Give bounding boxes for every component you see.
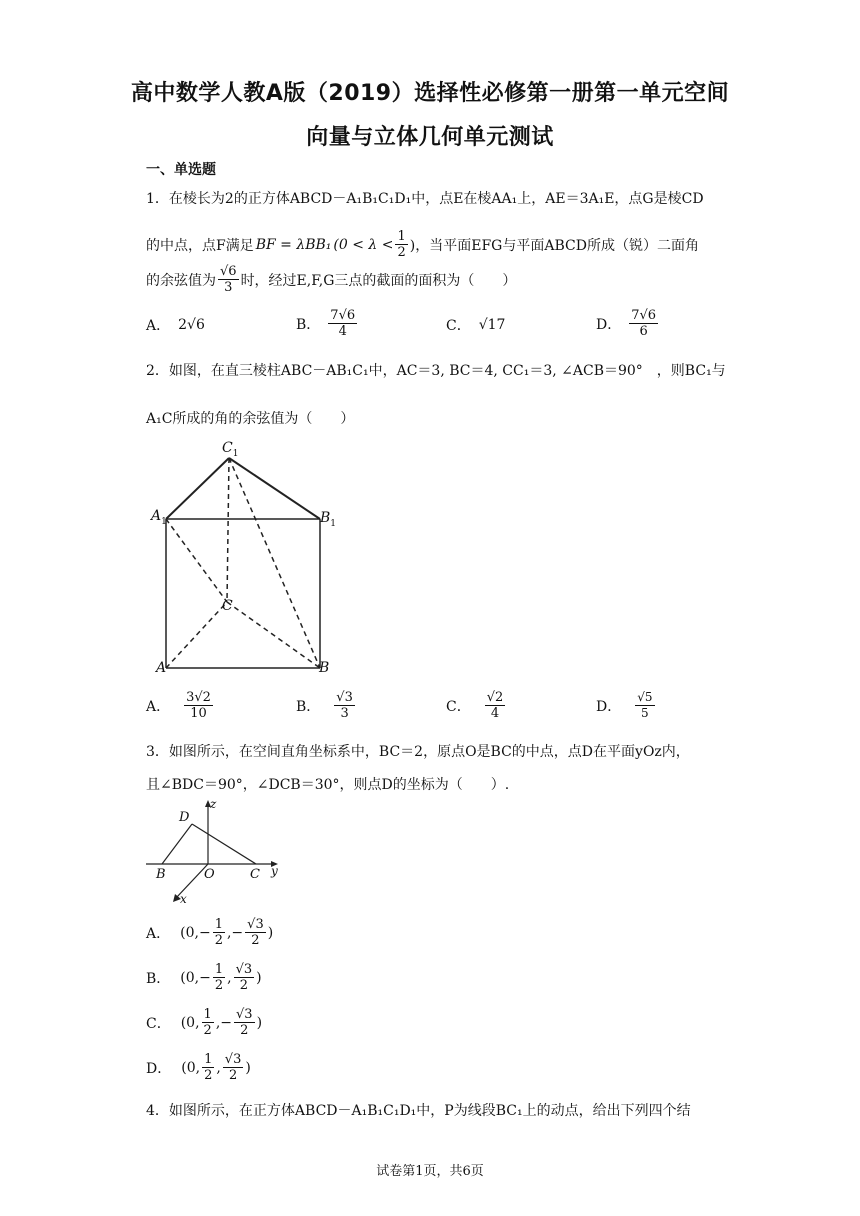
label-b-axis: B	[156, 867, 166, 882]
q3-option-b[interactable]	[146, 962, 262, 993]
q1-option-b[interactable]	[296, 308, 359, 339]
edge-a-c	[166, 602, 227, 668]
q3-option-c-mid: ,−	[215, 1014, 233, 1031]
label-a1-sub: 1	[161, 516, 167, 527]
label-a1-letter: A	[151, 508, 162, 524]
q2-option-c-fraction	[485, 690, 506, 721]
q3-option-b-frac2	[234, 962, 255, 993]
q3-option-b-frac1	[213, 962, 225, 993]
edge-c1-b1	[229, 458, 320, 519]
label-d: D	[179, 810, 190, 825]
q3-option-d-post: )	[245, 1059, 251, 1076]
q2-option-c-den: 4	[490, 706, 500, 721]
q2-option-d-fraction	[635, 690, 654, 721]
q1-line-3	[146, 264, 516, 295]
q1-option-b-den: 4	[338, 324, 347, 339]
q2-option-c[interactable]	[446, 690, 507, 721]
label-b1-sub: 1	[330, 518, 337, 529]
q1-option-b-num: 7√6	[330, 308, 356, 323]
q3-option-c-label: C．	[146, 1015, 171, 1032]
q3-option-b-pre: (0,−	[180, 969, 211, 986]
label-c1-sub: 1	[232, 448, 239, 459]
q2-option-a-den: 10	[190, 706, 207, 721]
q2-line-2: A₁C所成的角的余弦值为（ ）	[146, 411, 355, 427]
q1-option-d-label: D．	[596, 316, 622, 333]
q3-option-a-frac2	[245, 917, 266, 948]
q3-option-d-n2: √3	[224, 1052, 242, 1067]
q3-option-c[interactable]	[146, 1007, 262, 1038]
label-a1	[151, 508, 167, 527]
q3-option-c-d1: 2	[203, 1023, 212, 1038]
q2-option-b-fraction	[334, 690, 355, 721]
q3-option-b-d1: 2	[214, 978, 224, 993]
q3-option-d-label: D．	[146, 1060, 172, 1077]
page-footer: 试卷第1页，共6页	[376, 1164, 484, 1179]
q3-option-a-mid: ,−	[226, 924, 244, 941]
q2-option-b-label: B．	[296, 698, 321, 715]
q2-option-b-num: √3	[336, 690, 353, 705]
q3-option-b-post: )	[256, 969, 262, 986]
section-heading: 一、单选题	[146, 162, 216, 178]
q2-option-c-label: C．	[446, 698, 471, 715]
q3-line-2: 且∠BDC＝90°，∠DCB＝30°，则点D的坐标为（ ）.	[146, 777, 510, 793]
label-c1-letter: C	[222, 440, 233, 456]
q1-vector-expr: BF = λBB₁	[255, 236, 332, 253]
title-line-1: 高中数学人教A版（2019）选择性必修第一册第一单元空间	[130, 81, 730, 106]
q3-option-a-d2: 2	[251, 933, 260, 948]
q3-option-a-n2: √3	[247, 917, 264, 932]
q2-option-c-num: √2	[486, 690, 504, 705]
q2-option-d[interactable]	[596, 690, 657, 721]
q3-option-b-label: B．	[146, 970, 171, 987]
q1-line-3b: 时，经过E,F,G三点的截面的面积为（ ）	[240, 272, 517, 289]
q1-cos-num: √6	[220, 264, 237, 279]
segment-dc	[192, 824, 256, 864]
label-o: O	[204, 867, 215, 882]
q1-option-a[interactable]	[146, 315, 205, 335]
q1-option-b-fraction	[328, 308, 357, 339]
q1-line-3a: 的余弦值为	[146, 272, 216, 289]
label-b1-letter: B	[320, 510, 331, 526]
q3-option-a-frac1	[213, 917, 225, 948]
q1-option-a-label: A．	[146, 318, 171, 334]
q2-option-a[interactable]	[146, 690, 215, 721]
q2-option-d-label: D．	[596, 698, 622, 715]
q1-option-c-text: √17	[478, 317, 506, 333]
q1-range-open: (0 < λ <	[333, 236, 394, 253]
q2-option-a-fraction	[184, 690, 213, 721]
label-c1	[222, 440, 238, 459]
label-y: y	[271, 864, 278, 878]
q3-option-a[interactable]	[146, 917, 273, 948]
q2-option-a-num: 3√2	[186, 690, 211, 705]
q3-option-c-d2: 2	[240, 1023, 249, 1038]
q1-line-2a: 的中点，点F满足	[146, 237, 254, 254]
q3-option-a-d1: 2	[214, 933, 223, 948]
q3-option-d-n1: 1	[204, 1052, 213, 1067]
q1-option-d[interactable]	[596, 308, 660, 339]
q2-option-b[interactable]	[296, 690, 357, 721]
q1-option-a-text: 2√6	[178, 317, 205, 333]
q3-option-a-pre: (0,−	[180, 924, 211, 941]
segment-bd	[162, 824, 192, 864]
q3-option-d-d2: 2	[228, 1068, 238, 1083]
label-b1	[320, 510, 336, 529]
q1-option-d-fraction	[629, 308, 658, 339]
q2-line-1: 2．如图，在直三棱柱ABC－AB₁C₁中，AC＝3, BC＝4, CC₁＝3, ∠ACB＝90° ，则BC₁与	[146, 363, 726, 379]
q3-option-d-mid: ,	[216, 1059, 221, 1076]
q1-line-2d: )，当平面EFG与平面ABCD所成（锐）二面角	[409, 237, 699, 254]
q1-range-num: 1	[397, 229, 406, 244]
label-z: z	[210, 797, 217, 811]
q3-line-1: 3．如图所示，在空间直角坐标系中，BC＝2，原点O是BC的中点，点D在平面yOz内，	[146, 744, 690, 760]
q3-option-d-pre: (0,	[181, 1059, 201, 1076]
q3-option-c-n1: 1	[203, 1007, 212, 1022]
edge-c1-c	[227, 458, 229, 602]
q3-option-d-frac2	[223, 1052, 244, 1083]
q1-cos-den: 3	[224, 280, 233, 295]
q3-option-a-n1: 1	[214, 917, 223, 932]
label-a: A	[156, 660, 167, 676]
q4-line-1: 4．如图所示，在正方体ABCD－A₁B₁C₁D₁中，P为线段BC₁上的动点，给出下列四个结	[146, 1103, 691, 1119]
q2-option-d-den: 5	[641, 706, 649, 720]
q3-coordinate-figure	[140, 798, 290, 908]
edge-a1-c1	[166, 458, 229, 519]
q3-option-d-d1: 2	[204, 1068, 213, 1083]
q1-option-d-num: 7√6	[631, 308, 657, 323]
q1-option-c[interactable]	[446, 315, 505, 335]
q3-option-d[interactable]	[146, 1052, 251, 1083]
q2-option-b-den: 3	[340, 706, 349, 721]
label-b: B	[319, 660, 330, 676]
q1-option-c-label: C．	[446, 318, 471, 334]
q3-option-b-mid: ,	[227, 969, 232, 986]
q1-option-d-den: 6	[639, 324, 648, 339]
q3-option-b-d2: 2	[239, 978, 249, 993]
q3-option-a-post: )	[267, 924, 274, 941]
q3-option-c-frac2	[234, 1007, 255, 1038]
q3-option-c-post: )	[256, 1014, 263, 1031]
edge-a1-c	[166, 519, 227, 602]
label-x: x	[180, 892, 187, 906]
q1-range-fraction	[395, 229, 407, 260]
q1-cos-fraction	[218, 264, 239, 295]
q1-range-den: 2	[397, 245, 406, 260]
title-line-2: 向量与立体几何单元测试	[306, 125, 554, 150]
q1-line-1: 1．在棱长为2的正方体ABCD－A₁B₁C₁D₁中，点E在棱AA₁上，AE＝3A₁E，点G是棱CD	[146, 191, 704, 207]
q1-option-b-label: B．	[296, 316, 321, 333]
q3-option-b-n1: 1	[214, 962, 224, 977]
label-c-axis: C	[250, 867, 260, 882]
q3-option-c-pre: (0,	[180, 1014, 200, 1031]
label-c: C	[222, 598, 233, 614]
q2-option-a-label: A．	[146, 698, 171, 715]
q1-line-2	[146, 229, 699, 260]
q2-option-d-num: √5	[637, 690, 653, 704]
q3-option-b-n2: √3	[235, 962, 253, 977]
q2-prism-figure	[140, 440, 360, 680]
q3-option-c-n2: √3	[236, 1007, 253, 1022]
q3-option-a-label: A．	[146, 925, 171, 942]
q3-option-d-frac1	[202, 1052, 214, 1083]
q3-option-c-frac1	[202, 1007, 214, 1038]
